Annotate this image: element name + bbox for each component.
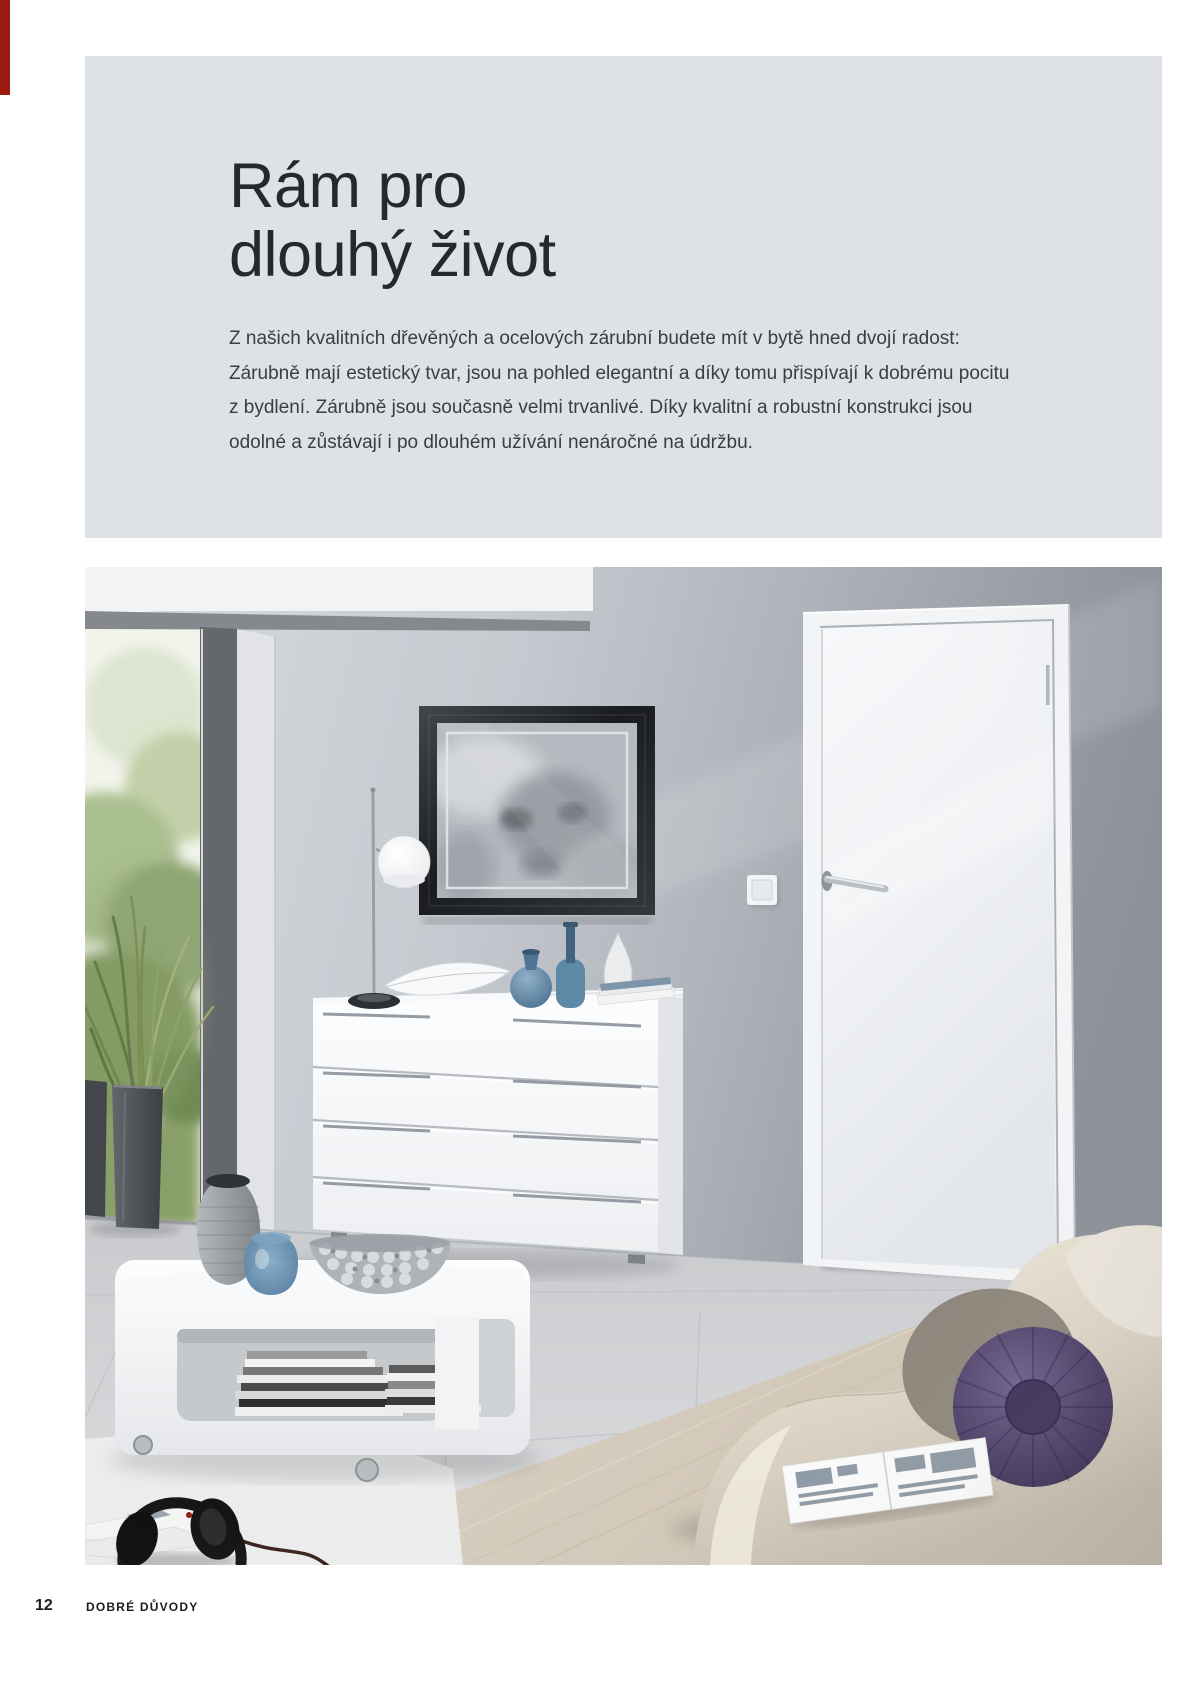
page-title [229, 152, 556, 290]
intro-panel [85, 56, 1162, 538]
interior-photo [85, 567, 1162, 1565]
vignette [85, 567, 1162, 1565]
intro-paragraph-line: Zárubně mají estetický tvar, jsou na pohled elegantní a díky tomu přispívají k dobrému pocitu [229, 362, 1010, 384]
page-title-line2: dlouhý život [229, 220, 556, 290]
intro-paragraph-line: odolné a zůstávají i po dlouhém užívání nenáročné na údržbu. [229, 431, 753, 453]
intro-paragraph [229, 322, 1009, 460]
page-footer [0, 1594, 1190, 1634]
accent-red-bar [0, 0, 10, 95]
intro-paragraph-line: z bydlení. Zárubně jsou současně velmi trvanlivé. Díky kvalitní a robustní konstrukci jsou [229, 397, 973, 418]
section-label: DOBRÉ DŮVODY [86, 1600, 199, 1614]
page-title-line1: Rám pro [229, 151, 468, 221]
intro-paragraph-line: Z našich kvalitních dřevěných a ocelových zárubní budete mít v bytě hned dvojí radost: [229, 328, 960, 349]
page-number: 12 [35, 1597, 53, 1614]
